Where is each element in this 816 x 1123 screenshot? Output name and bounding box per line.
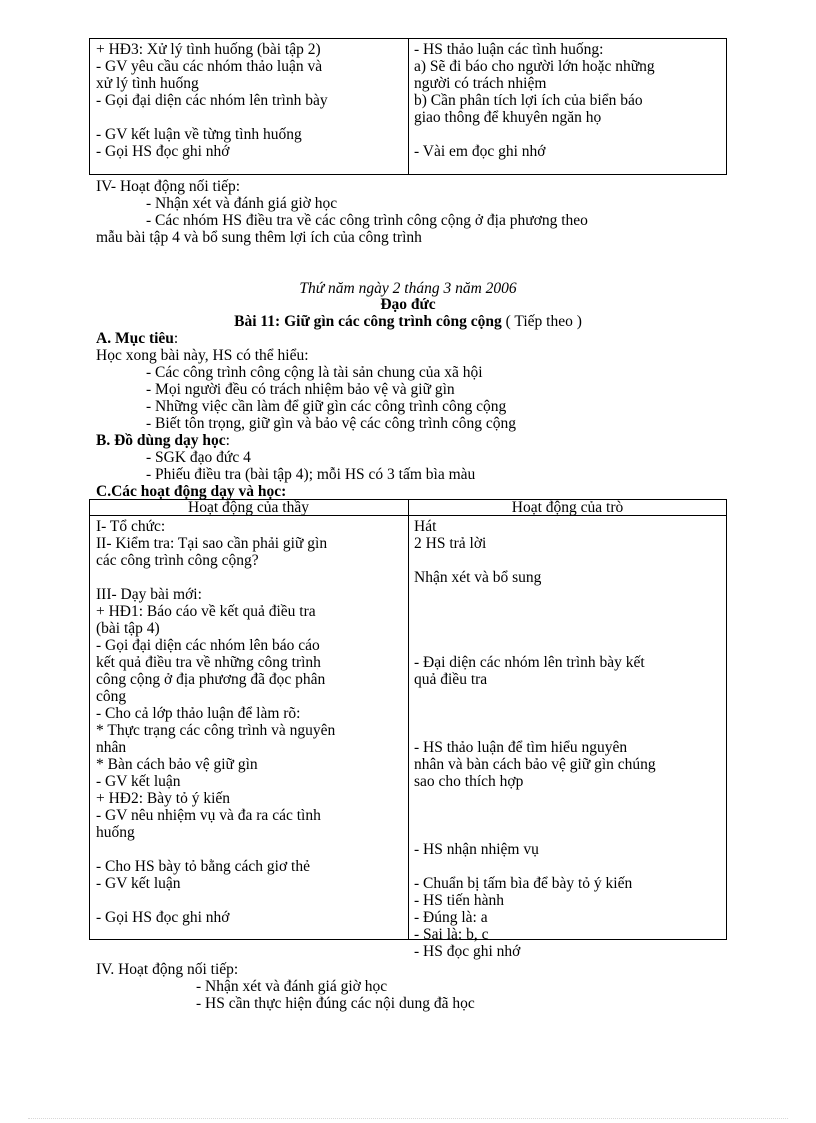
table-line: công cộng ở địa phương đã đọc phân	[96, 671, 326, 688]
table-line: - Gọi HS đọc ghi nhớ	[96, 909, 230, 926]
section-4a-line: mẫu bài tập 4 và bổ sung thêm lợi ích của công trình	[96, 229, 422, 246]
table-line: - GV kết luận về từng tình huống	[96, 126, 302, 143]
table-line	[414, 586, 656, 603]
table-line: quả điều tra	[414, 671, 488, 688]
table-line	[414, 858, 656, 875]
table-line: - Gọi HS đọc ghi nhớ	[96, 143, 230, 160]
table-line	[96, 892, 335, 909]
table-line: - Cho cả lớp thảo luận để làm rõ:	[96, 705, 301, 722]
table-line	[414, 790, 656, 807]
section-b-item: - SGK đạo đức 4	[146, 449, 251, 466]
table-line: 2 HS trả lời	[414, 535, 487, 552]
section-b-item: - Phiếu điều tra (bài tập 4); mỗi HS có 3 tấm bìa màu	[146, 466, 476, 483]
table-line: - Vài em đọc ghi nhớ	[414, 143, 546, 160]
table-line: - GV nêu nhiệm vụ và đa ra các tình	[96, 807, 321, 824]
table-line	[414, 126, 655, 143]
table-line: I- Tổ chức:	[96, 518, 166, 535]
section-b-heading	[96, 432, 230, 449]
table-divider	[408, 499, 409, 940]
table-line: (bài tập 4)	[96, 620, 160, 637]
table-line: Hát	[414, 518, 437, 535]
section-a-colon: :	[173, 330, 179, 347]
table-line	[414, 807, 656, 824]
lesson-title	[0, 313, 816, 330]
table-line: b) Cần phân tích lợi ích của biển báo	[414, 92, 643, 109]
section-a-item: - Những việc cần làm để giữ gìn các công trình công cộng	[146, 398, 507, 415]
table-line: * Thực trạng các công trình và nguyên	[96, 722, 336, 739]
table-line: + HĐ3: Xử lý tình huống (bài tập 2)	[96, 41, 321, 58]
section-a-item: - Mọi người đều có trách nhiệm bảo vệ và giữ gìn	[146, 381, 455, 398]
table-line: huống	[96, 824, 135, 841]
table-line: các công trình công cộng?	[96, 552, 259, 569]
table-line	[414, 824, 656, 841]
table-line	[414, 705, 656, 722]
lesson-title-suffix: ( Tiếp theo )	[501, 313, 582, 330]
table-line: - HS thảo luận các tình huống:	[414, 41, 604, 58]
table-line	[96, 109, 328, 126]
section-b-label: B. Đồ dùng dạy học	[96, 432, 226, 449]
table-line: a) Sẽ đi báo cho người lớn hoặc những	[414, 58, 655, 75]
section-a-intro: Học xong bài này, HS có thể hiểu:	[96, 347, 309, 364]
table-line: - GV kết luận	[96, 773, 181, 790]
section-a-heading	[96, 330, 178, 347]
table-line: - Sai là: b, c	[414, 926, 489, 943]
table-divider	[408, 38, 409, 175]
table-line: người có trách nhiệm	[414, 75, 547, 92]
col-header-student: Hoạt động của trò	[511, 499, 624, 516]
section-4b-line: - HS cần thực hiện đúng các nội dung đã học	[196, 995, 475, 1012]
table-line	[414, 620, 656, 637]
table-line: - Đại diện các nhóm lên trình bày kết	[414, 654, 645, 671]
table-line: * Bàn cách bảo vệ giữ gìn	[96, 756, 258, 773]
page-bottom-rule	[28, 1118, 788, 1119]
lesson-date: Thứ năm ngày 2 tháng 3 năm 2006	[299, 280, 517, 297]
table-line: - HS đọc ghi nhớ	[414, 943, 521, 960]
table-top-teacher-column	[96, 41, 328, 160]
section-4b-line: - Nhận xét và đánh giá giờ học	[196, 978, 388, 995]
table-line: + HĐ1: Báo cáo về kết quả điều tra	[96, 603, 316, 620]
table-line: + HĐ2: Bày tỏ ý kiến	[96, 790, 231, 807]
col-header-teacher: Hoạt động của thầy	[188, 499, 309, 516]
table-line: - GV kết luận	[96, 875, 181, 892]
section-a-item: - Biết tôn trọng, giữ gìn và bảo vệ các công trình công cộng	[146, 415, 516, 432]
table-line	[414, 637, 656, 654]
table-line: kết quả điều tra về những công trình	[96, 654, 321, 671]
section-b-colon: :	[225, 432, 230, 449]
subject-title: Đạo đức	[380, 296, 436, 313]
table-line: - Cho HS bày tỏ bằng cách giơ thẻ	[96, 858, 310, 875]
section-a-label: A. Mục tiêu	[96, 330, 174, 347]
section-4a-line: - Các nhóm HS điều tra về các công trình công cộng ở địa phương theo	[146, 212, 588, 229]
table-line	[96, 569, 335, 586]
table-line	[414, 688, 656, 705]
table-line	[96, 841, 335, 858]
table-main-student-column	[414, 518, 656, 960]
table-line: - GV yêu cầu các nhóm thảo luận và	[96, 58, 323, 75]
table-top-student-column	[414, 41, 655, 160]
section-a-item: - Các công trình công cộng là tài sản chung của xã hội	[146, 364, 483, 381]
section-c-heading: C.Các hoạt động dạy và học:	[96, 483, 287, 500]
table-line: - HS thảo luận để tìm hiểu nguyên	[414, 739, 628, 756]
table-line: công	[96, 688, 127, 705]
table-line: - Chuẩn bị tấm bìa để bày tỏ ý kiến	[414, 875, 633, 892]
table-line: giao thông để khuyên ngăn họ	[414, 109, 602, 126]
table-line: Nhận xét và bổ sung	[414, 569, 542, 586]
table-line: II- Kiểm tra: Tại sao cần phải giữ gìn	[96, 535, 328, 552]
table-line	[414, 552, 656, 569]
table-main-teacher-column	[96, 518, 335, 926]
section-4b-heading: IV. Hoạt động nối tiếp:	[96, 961, 239, 978]
table-line: nhân	[96, 739, 127, 756]
table-line: - HS nhận nhiệm vụ	[414, 841, 539, 858]
lesson-title-main: Bài 11: Giữ gìn các công trình công cộng	[234, 313, 502, 330]
section-4a-line: - Nhận xét và đánh giá giờ học	[146, 195, 338, 212]
section-4a-heading: IV- Hoạt động nối tiếp:	[96, 178, 241, 195]
table-line: - Gọi đại diện các nhóm lên trình bày	[96, 92, 328, 109]
table-line: sao cho thích hợp	[414, 773, 524, 790]
table-line: - HS tiến hành	[414, 892, 504, 909]
table-line: III- Dạy bài mới:	[96, 586, 202, 603]
table-line: - Gọi đại diện các nhóm lên báo cáo	[96, 637, 320, 654]
table-line	[414, 603, 656, 620]
table-line: - Đúng là: a	[414, 909, 488, 926]
table-line: xử lý tình huống	[96, 75, 199, 92]
table-line	[414, 722, 656, 739]
table-line: nhân và bàn cách bảo vệ giữ gìn chúng	[414, 756, 656, 773]
